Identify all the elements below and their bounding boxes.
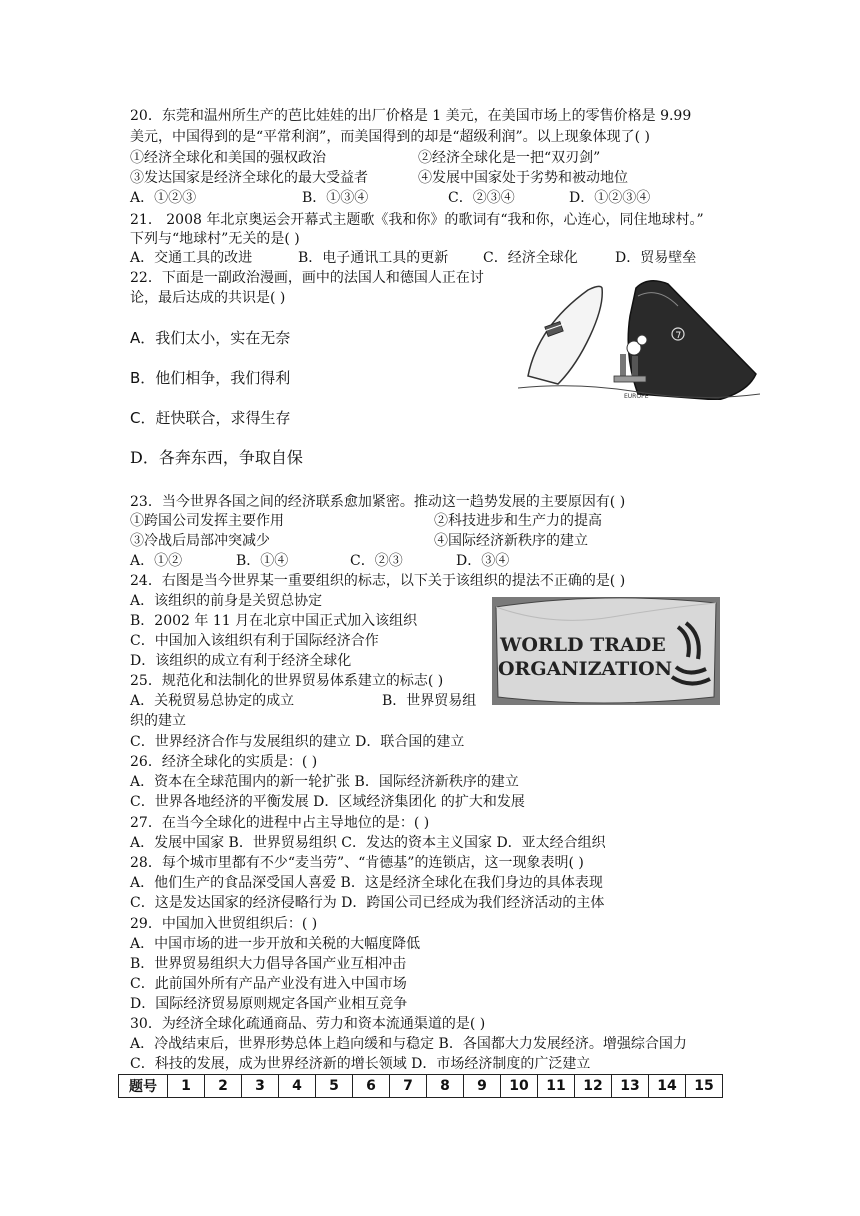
- q20-option-1: ①经济全球化和美国的强权政治: [130, 150, 326, 166]
- answer-table-num-cell: 9: [464, 1075, 501, 1098]
- political-cartoon-image: [518, 276, 760, 400]
- q20-option-2: ②经济全球化是一把“双刃剑”: [418, 150, 601, 166]
- q20-stem-line2: 美元，中国得到的是“平常利润”，而美国得到的却是“超级利润”。以上现象体现了( ): [130, 129, 651, 145]
- answer-table-head-cell: 题号: [119, 1075, 168, 1098]
- q28-options-ab: A．他们生产的食品深受国人喜爱 B．这是经济全球化在我们身边的具体表现: [130, 875, 603, 891]
- q23-option-3: ③冷战后局部冲突减少: [130, 533, 270, 549]
- q20-answer-b: B．①③④: [302, 190, 369, 206]
- q21-stem-line2: 下列与“地球村”无关的是( ): [130, 231, 300, 247]
- q26-stem: 26．经济全球化的实质是：( ): [130, 754, 318, 770]
- answer-table-num-cell: 14: [649, 1075, 686, 1098]
- q23-stem: 23．当今世界各国之间的经济联系愈加紧密。推动这一趋势发展的主要原因有( ): [130, 494, 626, 510]
- answer-table-num-cell: 15: [686, 1075, 723, 1098]
- q25-options-cd: C．世界经济合作与发展组织的建立 D．联合国的建立: [130, 734, 465, 750]
- q28-options-cd: C．这是发达国家的经济侵略行为 D．跨国公司已经成为我们经济活动的主体: [130, 895, 605, 911]
- q29-option-b: B．世界贸易组织大力倡导各国产业互相冲击: [130, 956, 407, 972]
- answer-table-num-cell: 11: [538, 1075, 575, 1098]
- answer-table-num-cell: 2: [205, 1075, 242, 1098]
- q27-stem: 27．在当今全球化的进程中占主导地位的是：( ): [130, 815, 430, 831]
- q23-answer-b: B．①④: [236, 553, 289, 569]
- cartoon-ship-label: EUROPE: [624, 393, 649, 400]
- q26-options-cd: C．世界各地经济的平衡发展 D．区域经济集团化 的扩大和发展: [130, 794, 525, 810]
- q26-options-ab: A．资本在全球范围内的新一轮扩张 B．国际经济新秩序的建立: [130, 774, 519, 790]
- q22-option-d: D．各奔东西，争取自保: [130, 448, 303, 467]
- q21-answer-b: B．电子通讯工具的更新: [298, 250, 449, 266]
- answer-table: [118, 1074, 723, 1098]
- answer-table-num-cell: 12: [575, 1075, 612, 1098]
- q25-option-b-part2: 织的建立: [130, 713, 186, 729]
- q20-stem-line1: 20．东莞和温州所生产的芭比娃娃的出厂价格是 1 美元，在美国市场上的零售价格是 9.99: [130, 108, 692, 124]
- wto-logo-text-line1: WORLD TRADE: [500, 634, 666, 656]
- q24-option-b: B．2002 年 11 月在北京中国正式加入该组织: [130, 613, 418, 629]
- answer-table-num-cell: 3: [242, 1075, 279, 1098]
- q23-answer-c: C．②③: [350, 553, 403, 569]
- q21-stem-line1: 21． 2008 年北京奥运会开幕式主题歌《我和你》的歌词有“我和你，心连心，同住地球村。”: [130, 212, 704, 228]
- answer-table-num-cell: 5: [316, 1075, 353, 1098]
- q21-answer-d: D．贸易壁垒: [615, 250, 697, 266]
- q22-option-c: C．赶快联合，求得生存: [130, 409, 291, 427]
- q25-option-b-part1: B．世界贸易组: [382, 693, 477, 709]
- q20-answer-d: D．①②③④: [569, 190, 651, 206]
- q20-answer-c: C．②③④: [448, 190, 515, 206]
- q29-option-c: C．此前国外所有产品产业没有进入中国市场: [130, 976, 407, 992]
- q23-option-4: ④国际经济新秩序的建立: [434, 533, 588, 549]
- answer-table-num-cell: 7: [390, 1075, 427, 1098]
- answer-table-num-cell: 13: [612, 1075, 649, 1098]
- q29-option-a: A．中国市场的进一步开放和关税的大幅度降低: [130, 936, 421, 952]
- q20-option-3: ③发达国家是经济全球化的最大受益者: [130, 170, 368, 186]
- wto-logo-text-line2: ORGANIZATION: [498, 658, 673, 680]
- q20-answer-a: A．①②③: [130, 190, 197, 206]
- answer-table-num-cell: 4: [279, 1075, 316, 1098]
- q23-answer-d: D．③④: [456, 553, 510, 569]
- q25-stem: 25．规范化和法制化的世界贸易体系建立的标志( ): [130, 673, 444, 689]
- q21-answer-c: C．经济全球化: [483, 250, 578, 266]
- q24-option-d: D．该组织的成立有利于经济全球化: [130, 653, 352, 669]
- q25-option-a: A．关税贸易总协定的成立: [130, 693, 295, 709]
- q24-option-c: C．中国加入该组织有利于国际经济合作: [130, 633, 379, 649]
- q21-answer-a: A．交通工具的改进: [130, 250, 253, 266]
- q27-options: A．发展中国家 B．世界贸易组织 C．发达的资本主义国家 D．亚太经合组织: [130, 835, 606, 851]
- q24-option-a: A．该组织的前身是关贸总协定: [130, 593, 323, 609]
- answer-table-num-cell: 10: [501, 1075, 538, 1098]
- q29-option-d: D．国际经济贸易原则规定各国产业相互竞争: [130, 996, 408, 1012]
- q22-stem-line1: 22．下面是一副政治漫画，画中的法国人和德国人正在讨: [130, 270, 484, 286]
- q29-stem: 29．中国加入世贸组织后：( ): [130, 916, 318, 932]
- q23-option-2: ②科技进步和生产力的提高: [434, 513, 602, 529]
- answer-table-num-cell: 6: [353, 1075, 390, 1098]
- wto-logo-image: [492, 597, 720, 705]
- q23-answer-a: A．①②: [130, 553, 183, 569]
- answer-table-header-row: [119, 1075, 723, 1098]
- q28-stem: 28．每个城市里都有不少“麦当劳”、“肯德基”的连锁店，这一现象表明( ): [130, 855, 584, 871]
- q30-stem: 30．为经济全球化疏通商品、劳力和资本流通渠道的是( ): [130, 1016, 486, 1032]
- answer-table-num-cell: 8: [427, 1075, 464, 1098]
- q23-option-1: ①跨国公司发挥主要作用: [130, 513, 284, 529]
- q22-option-b: B．他们相争，我们得利: [130, 369, 291, 387]
- answer-table-num-cell: 1: [168, 1075, 205, 1098]
- q22-stem-line2: 论，最后达成的共识是( ): [130, 290, 286, 306]
- q20-option-4: ④发展中国家处于劣势和被动地位: [418, 170, 628, 186]
- q24-stem: 24．右图是当今世界某一重要组织的标志，以下关于该组织的提法不正确的是( ): [130, 573, 626, 589]
- q30-options-cd: C．科技的发展，成为世界经济新的增长领域 D．市场经济制度的广泛建立: [130, 1056, 591, 1072]
- q30-options-ab: A．冷战结束后，世界形势总体上趋向缓和与稳定 B．各国都大力发展经济。增强综合国力: [130, 1036, 687, 1052]
- q22-option-a: A．我们太小，实在无奈: [130, 329, 291, 347]
